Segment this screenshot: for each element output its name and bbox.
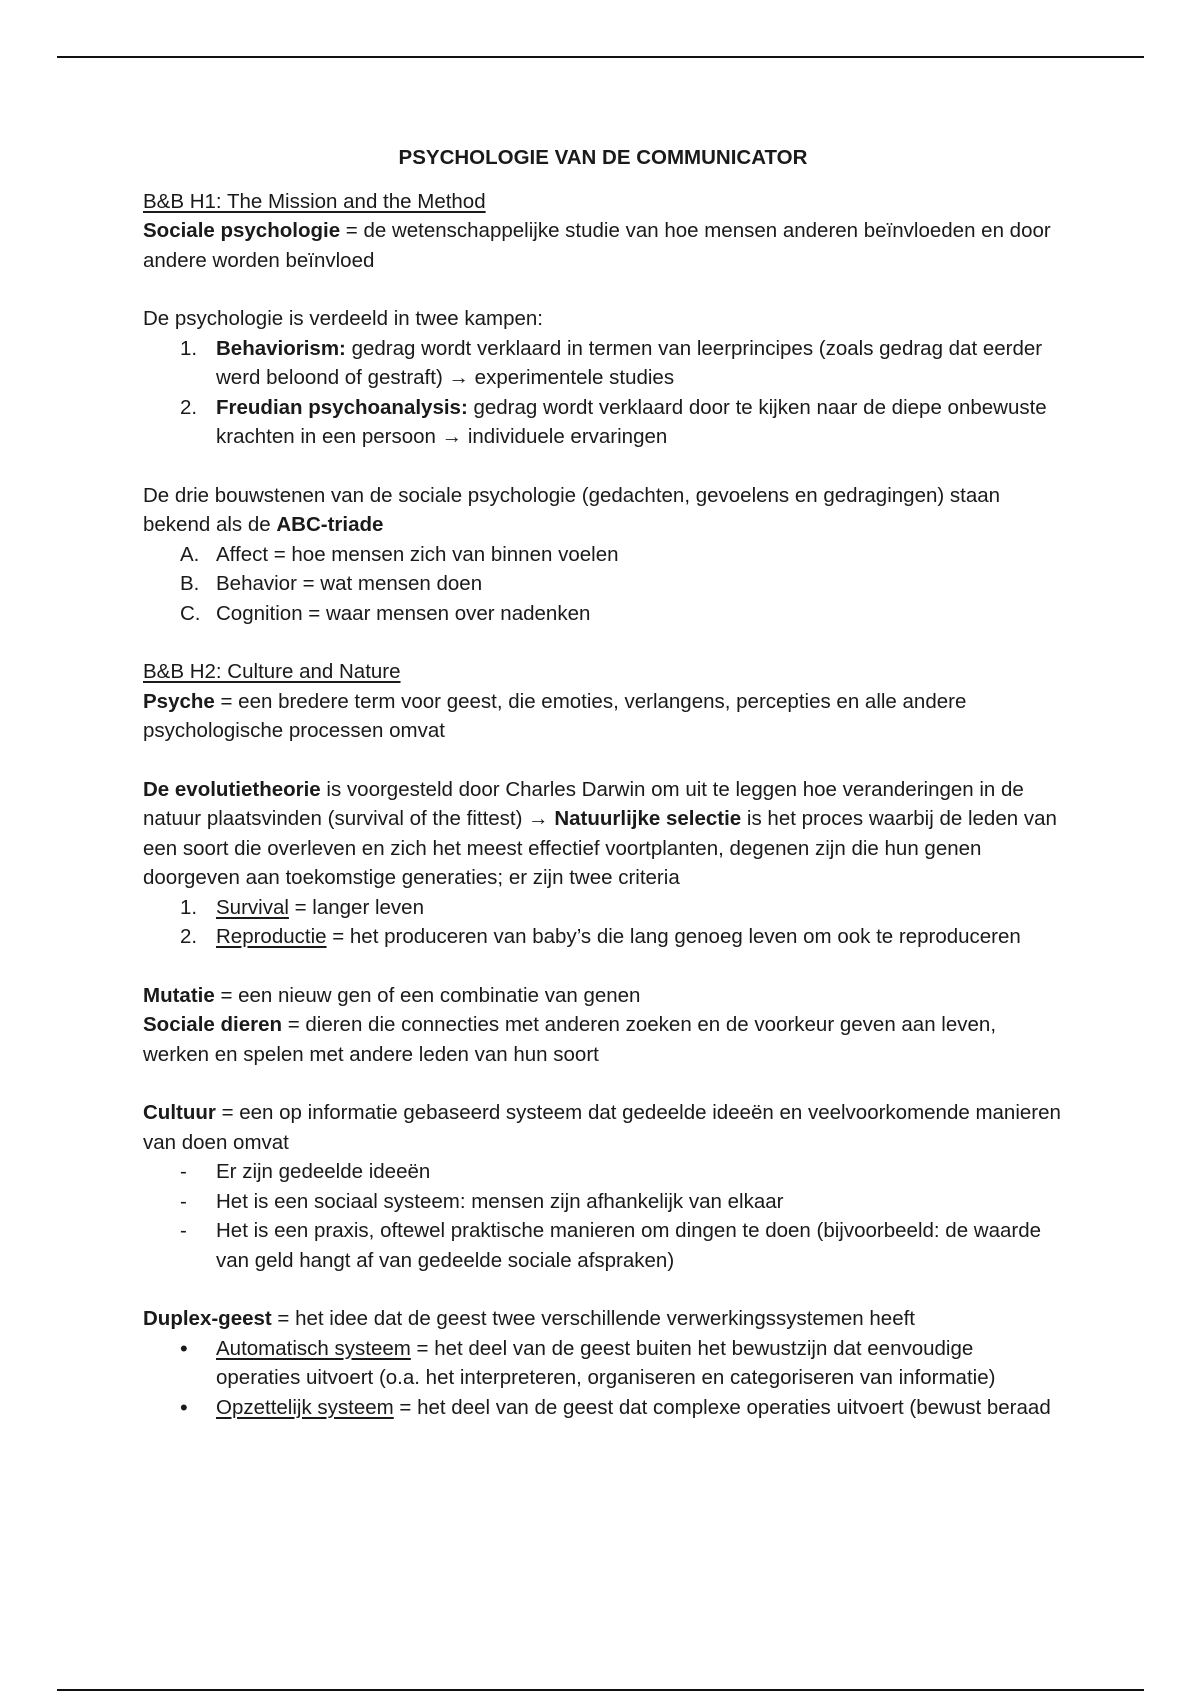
section-heading-h2-text: B&B H2: Culture and Nature — [143, 660, 401, 683]
list-text: Er zijn gedeelde ideeën — [216, 1160, 431, 1183]
section-heading-h2 — [143, 657, 1063, 687]
term: Sociale dieren — [143, 1013, 283, 1036]
term: Psyche — [143, 689, 215, 713]
list-item — [143, 1334, 1063, 1393]
list-text: Het is een sociaal systeem: mensen zijn afhankelijk van elkaar — [216, 1189, 784, 1213]
definition-text: = een bredere term voor geest, die emoties, verlangens, percepties en alle andere psychologische processen omvat — [143, 689, 967, 742]
definition-cultuur — [143, 1098, 1063, 1157]
definition-text: = de wetenschappelijke studie van hoe mensen anderen beïnvloeden en door andere worden beïnvloed — [143, 219, 1051, 272]
term: Mutatie — [143, 983, 215, 1007]
term: Natuurlijke selectie — [554, 807, 742, 830]
term: De evolutietheorie — [143, 777, 321, 801]
term: Duplex-geest — [143, 1307, 272, 1330]
section-heading-h1 — [143, 187, 1063, 217]
term: Sociale psychologie — [143, 219, 341, 242]
abc-list — [143, 540, 1063, 629]
list-text: Affect = hoe mensen zich van binnen voelen — [216, 542, 619, 566]
list-marker: 1. — [180, 336, 198, 360]
document-page — [143, 143, 1063, 1422]
list-item — [143, 1216, 1063, 1275]
document-title: PSYCHOLOGIE VAN DE COMMUNICATOR — [398, 146, 808, 169]
list-marker: - — [180, 1219, 187, 1242]
bullet-icon: • — [180, 1335, 188, 1361]
definition-mutatie — [143, 981, 1063, 1011]
list-item — [143, 569, 1063, 599]
list-text: Het is een praxis, oftewel praktische manieren om dingen te doen (bijvoorbeeld: de waarde van geld hangt af van gedeelde sociale afspraken) — [216, 1219, 1042, 1272]
list-text: Cognition = waar mensen over nadenken — [216, 601, 591, 625]
list-marker: B. — [180, 572, 200, 595]
term: Freudian psychoanalysis: — [216, 395, 468, 419]
paragraph-text: is voorgesteld door Charles Darwin om uit te leggen hoe veranderingen in de natuur plaatsvinden (survival of the fittest) → — [143, 777, 1024, 830]
list-text: gedrag wordt verklaard in termen van leerprincipes (zoals gedrag dat eerder werd beloond of gestraft) → experimentele studies — [216, 336, 1043, 389]
footer-rule — [57, 1689, 1144, 1691]
term: Opzettelijk systeem — [216, 1395, 394, 1419]
cultuur-list — [143, 1157, 1063, 1275]
abc-intro — [143, 481, 1063, 540]
list-item — [143, 599, 1063, 629]
list-marker: - — [180, 1160, 187, 1183]
list-text: = het deel van de geest dat complexe operaties uitvoert (bewust beraad — [393, 1395, 1051, 1419]
list-marker: 2. — [180, 395, 198, 419]
paragraph-text: is het proces waarbij de leden van een soort die overleven en zich het meest effectief voortplanten, degenen zijn die hun genen doorgeven aan toekomstige generaties; er zijn twee criteria — [143, 807, 1057, 889]
abc-intro-text: De drie bouwstenen van de sociale psychologie (gedachten, gevoelens en gedragingen) staan bekend als de — [143, 483, 1001, 536]
list-item — [143, 1393, 1063, 1423]
list-item — [143, 1187, 1063, 1217]
criteria-list — [143, 893, 1063, 952]
bullet-icon: • — [180, 1394, 188, 1420]
list-text: = het produceren van baby’s die lang genoeg leven om ook te reproduceren — [326, 925, 1021, 948]
section-heading-h1-text: B&B H1: The Mission and the Method — [143, 189, 486, 213]
list-marker: 2. — [180, 925, 198, 948]
list-item — [143, 893, 1063, 923]
list-marker: 1. — [180, 895, 198, 919]
list-item — [143, 922, 1063, 952]
list-marker: C. — [180, 601, 201, 625]
definition-psyche — [143, 687, 1063, 746]
camps-list — [143, 334, 1063, 452]
list-marker: A. — [180, 542, 200, 566]
definition-sociale-psychologie — [143, 216, 1063, 275]
list-item — [143, 540, 1063, 570]
definition-text: = een nieuw gen of een combinatie van genen — [214, 983, 641, 1007]
term: Cultuur — [143, 1101, 216, 1124]
list-marker: - — [180, 1189, 187, 1213]
term: Behaviorism: — [216, 336, 346, 360]
term: Automatisch systeem — [216, 1336, 411, 1360]
list-text: = het deel van de geest buiten het bewustzijn dat eenvoudige operaties uitvoert (o.a. het interpreteren, organiseren en categoriseren van informatie) — [216, 1336, 996, 1389]
header-rule — [57, 56, 1144, 58]
camps-intro: De psychologie is verdeeld in twee kampen: — [143, 307, 543, 330]
definition-text: = het idee dat de geest twee verschillende verwerkingssystemen heeft — [271, 1307, 916, 1330]
definition-duplex-geest — [143, 1304, 1063, 1334]
definition-sociale-dieren — [143, 1010, 1063, 1069]
definition-text: = een op informatie gebaseerd systeem dat gedeelde ideeën en veelvoorkomende manieren van doen omvat — [143, 1101, 1061, 1154]
term: Reproductie — [216, 925, 327, 948]
list-text: Behavior = wat mensen doen — [216, 572, 483, 595]
list-text: gedrag wordt verklaard door te kijken naar de diepe onbewuste krachten in een persoon → individuele ervaringen — [216, 395, 1047, 448]
evolution-paragraph — [143, 775, 1063, 893]
definition-text: = dieren die connecties met anderen zoeken en de voorkeur geven aan leven, werken en spelen met andere leden van hun soort — [143, 1013, 997, 1066]
list-item — [143, 1157, 1063, 1187]
duplex-list — [143, 1334, 1063, 1423]
term: Survival — [216, 895, 289, 919]
list-text: = langer leven — [288, 895, 424, 919]
term: ABC-triade — [276, 513, 384, 536]
list-item — [143, 334, 1063, 393]
list-item — [143, 393, 1063, 452]
